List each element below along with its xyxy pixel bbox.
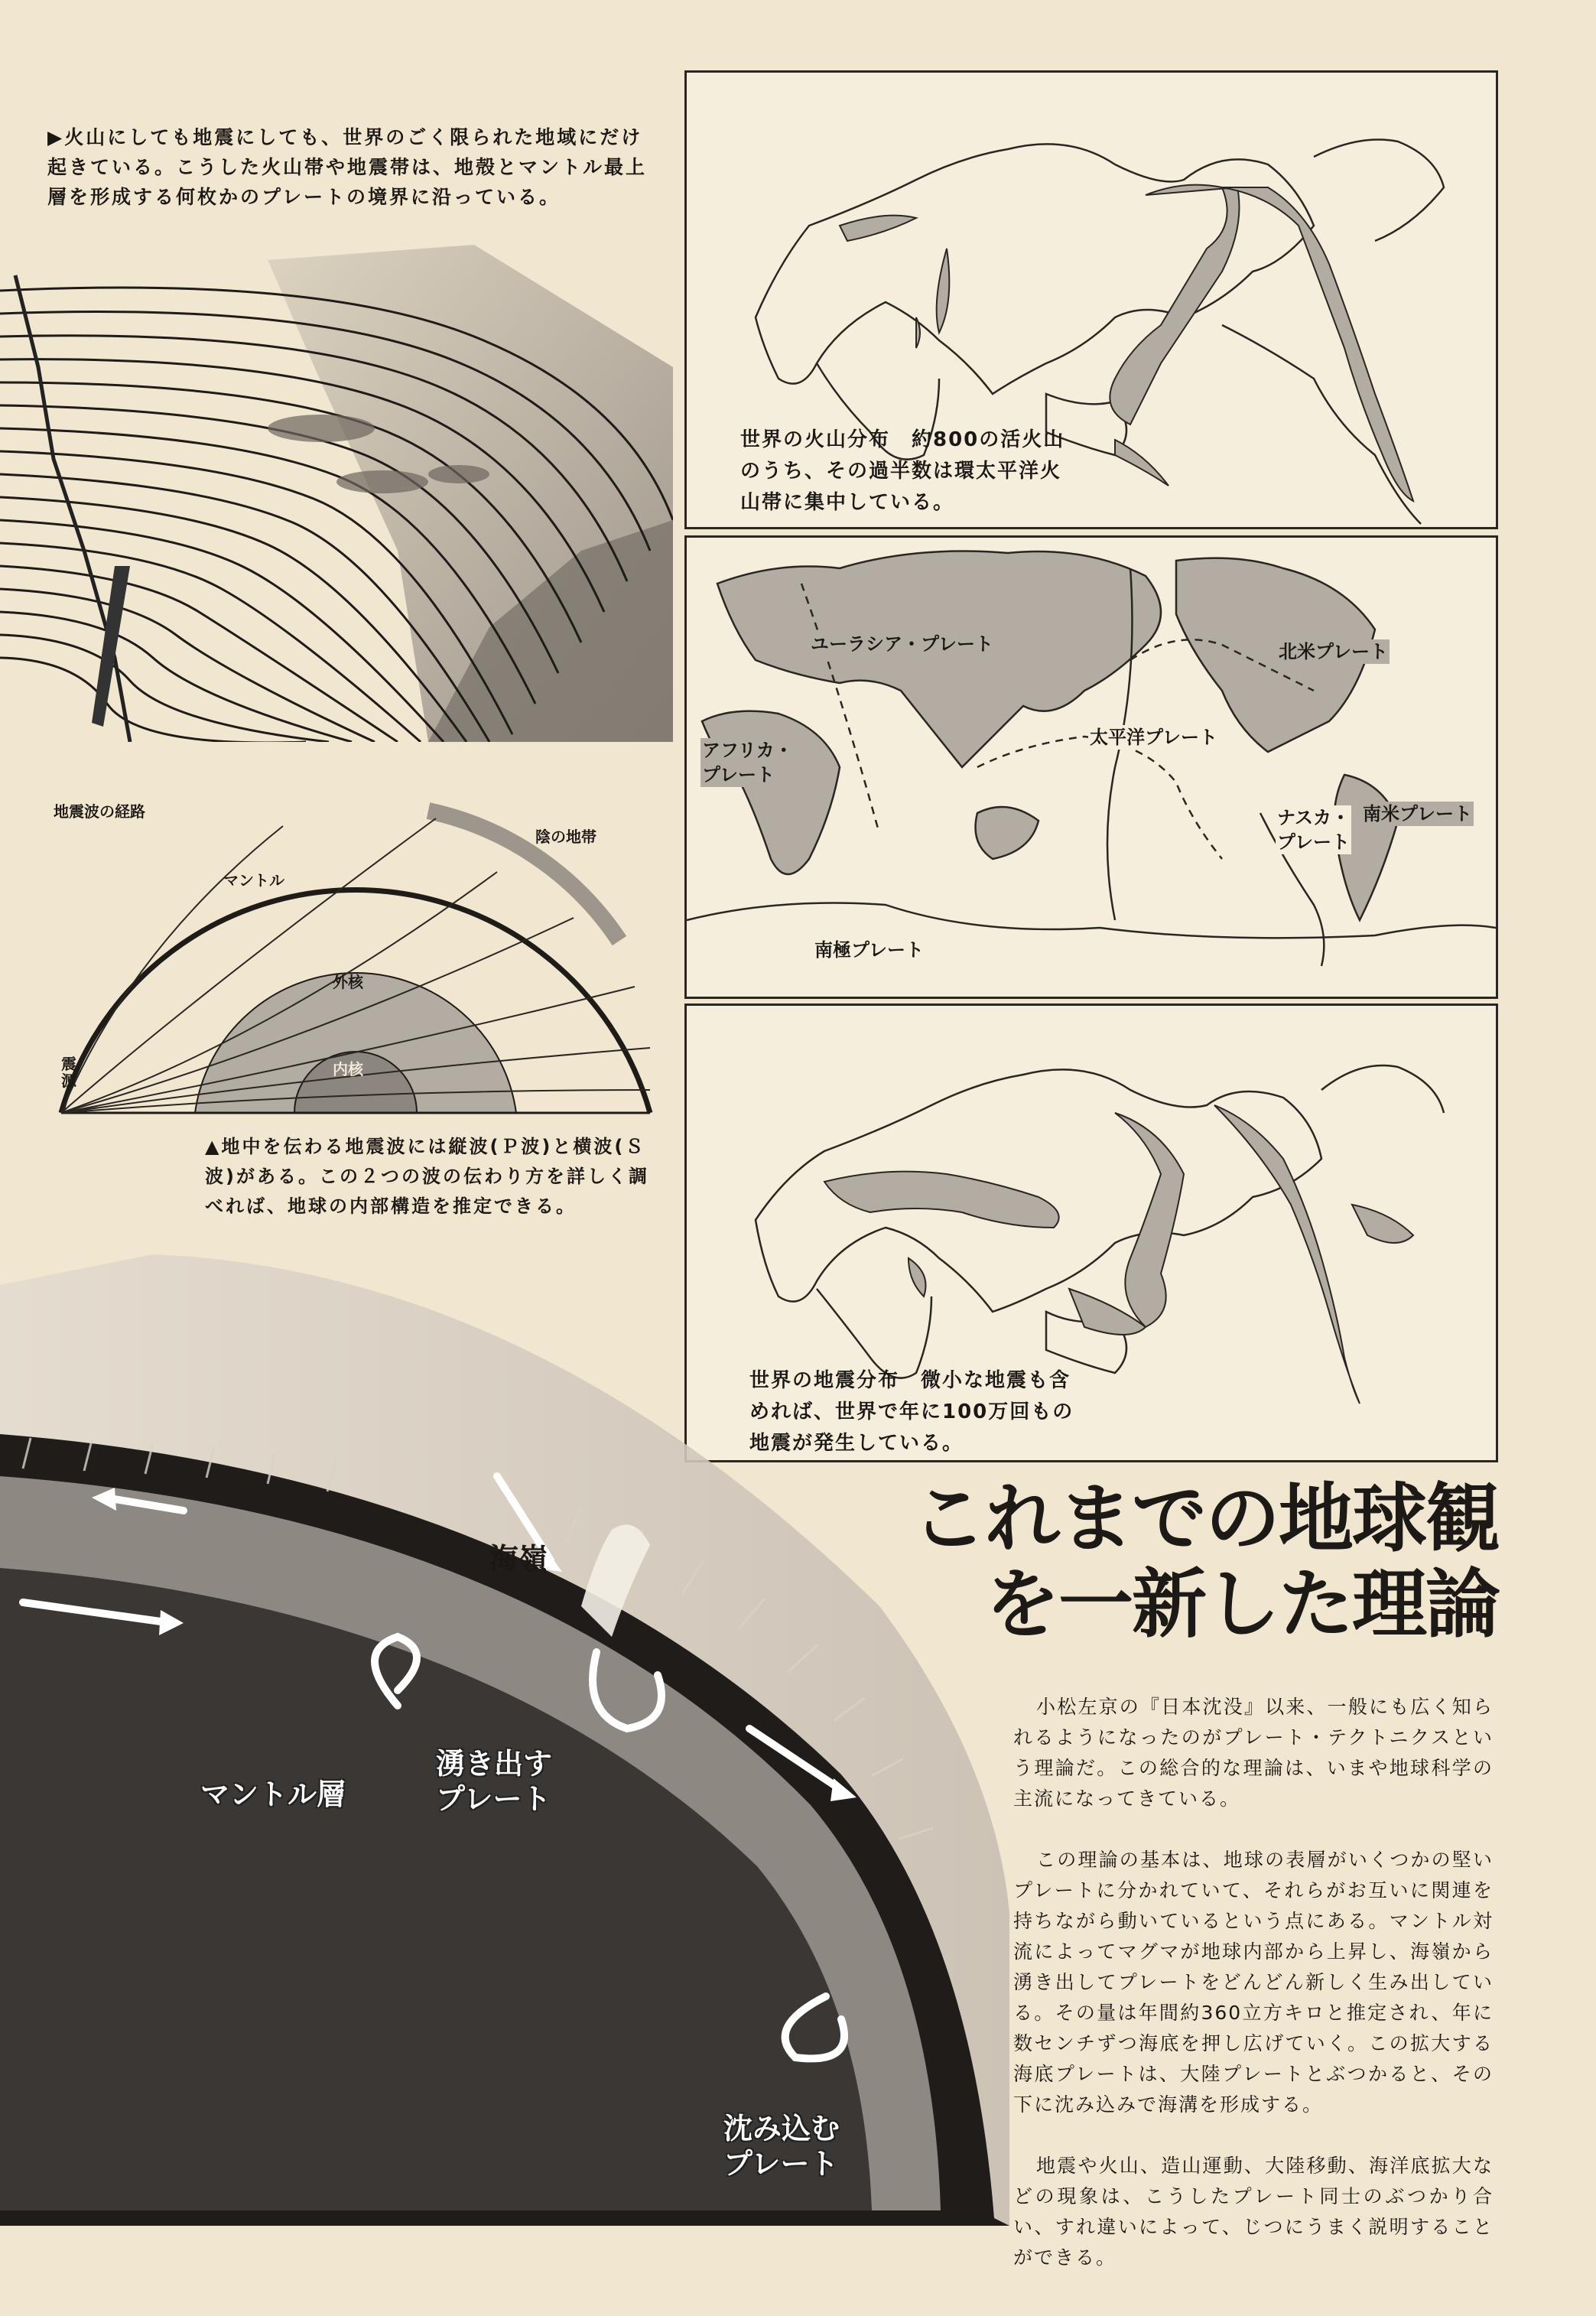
plate-map [684,535,1498,999]
nazca-plate-label: ナスカ・ プレート [1277,807,1351,853]
south-american-plate-label: 南米プレート [1363,803,1473,825]
north-american-plate-label: 北米プレート [1279,641,1389,662]
inner-core-label: 内核 [333,1060,363,1078]
article-body [1013,1661,1494,2304]
article-paragraph-3: 地震や火山、造山運動、大陸移動、海洋底拡大などの現象は、こうしたプレート同士のぶつかり合い、すれ違いによって、じつにうまく説明することができる。 [1013,2155,1494,2269]
headline-line-1: これまでの地球観 [911,1475,1499,1563]
ridge-label: 海嶺 [489,1542,548,1576]
subducting-plate-label: 沈み込む プレート [723,2112,840,2181]
epicenter-label: 震源 [61,1055,76,1090]
african-plate-label: アフリカ・ プレート [702,740,793,786]
shadow-zone-label: 陰の地帯 [535,828,596,846]
seismic-caption: ▲地中を伝わる地震波には縦波(Ｐ波)と横波(Ｓ波)がある。この２つの波の伝わり方を詳しく調べれば、地球の内部構造を推定できる。 [205,1136,649,1217]
plate-cross-section [0,1224,1009,2226]
article-paragraph-1: 小松左京の『日本沈没』以来、一般にも広く知られるようになったのがプレート・テクトニクスという理論だ。この総合的な理論は、いまや地球科学の主流になってきている。 [1013,1696,1494,1810]
eurasian-plate-label: ユーラシア・プレート [811,633,994,655]
headline-line-2: を一新した理論 [984,1561,1499,1648]
seismic-diagram-title: 地震波の経路 [54,802,145,821]
mantle-label: マントル [223,871,284,890]
volcano-map [684,70,1498,529]
headline [765,1476,1499,1648]
pacific-plate-label: 太平洋プレート [1090,727,1218,748]
antarctic-plate-label: 南極プレート [814,939,925,961]
intro-caption: ▶火山にしても地震にしても、世界のごく限られた地域にだけ起きている。こうした火山帯や地震帯は、地殻とマントル最上層を形成する何枚かのプレートの境界に沿っている。 [47,126,648,208]
volcano-map-caption: 世界の火山分布 約800の活火山のうち、その過半数は環太平洋火山帯に集中している。 [740,428,1065,514]
earthquake-map-caption: 世界の地震分布 微小な地震も含めれば、世界で年に100万回もの地震が発生している。 [749,1369,1074,1455]
strata-illustration [0,229,673,742]
upwelling-plate-label: 湧き出す プレート [436,1747,553,1816]
mantle-layer-label: マントル層 [200,1778,346,1811]
article-paragraph-2: この理論の基本は、地球の表層がいくつかの堅いプレートに分かれていて、それらがお互いに関連を持ちながら動いているという点にある。マントル対流によってマグマが地球内部から上昇し、海嶺から湧き出してプレートをどんどん新しく生み出している。その量は年間約360立方キロと推定され、年に数センチずつ海底を押し広げていく。この拡大する海底プレートは、大陸プレートとぶつかると、その下に沈み込みで海溝を形成する。 [1013,1849,1494,2116]
outer-core-label: 外核 [333,973,363,991]
